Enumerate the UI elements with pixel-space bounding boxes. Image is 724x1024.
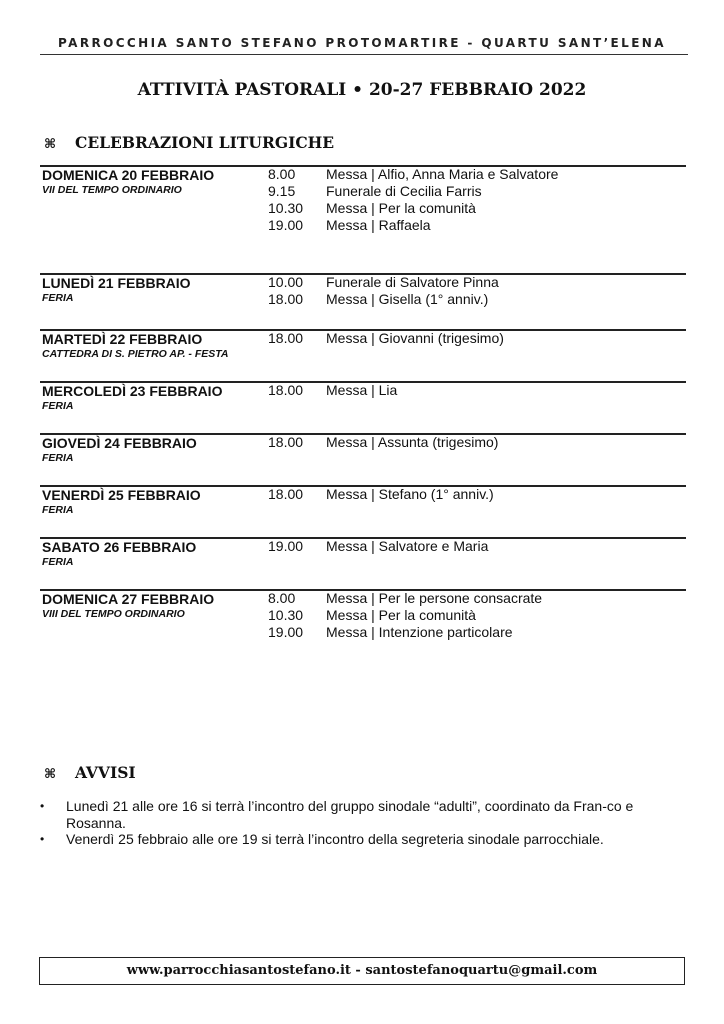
liturgical-subtitle: FERIA [42,504,74,516]
day-label: MARTEDÌ 22 FEBBRAIO [42,331,203,347]
liturgical-subtitle: VIII DEL TEMPO ORDINARIO [42,608,185,620]
event-description: Messa | Per la comunità [326,200,476,216]
liturgical-subtitle: VII DEL TEMPO ORDINARIO [42,184,182,196]
section-marker-icon: ⌘ [44,137,57,152]
event-time: 10.30 [268,607,304,623]
celebrations-heading [44,133,334,152]
header-divider [40,54,688,55]
bullet-icon: • [40,799,45,813]
event-description: Messa | Stefano (1° anniv.) [326,486,494,502]
event-description: Messa | Assunta (trigesimo) [326,434,499,450]
event-time: 19.00 [268,624,304,640]
day-label: DOMENICA 20 FEBBRAIO [42,167,215,183]
event-time: 19.00 [268,217,304,233]
parish-name: PARROCCHIA SANTO STEFANO PROTOMARTIRE - QUARTU SANT’ELENA [58,36,666,50]
event-time: 10.00 [268,274,304,290]
day-label: DOMENICA 27 FEBBRAIO [42,591,215,607]
event-time: 18.00 [268,486,304,502]
event-time: 8.00 [268,590,296,606]
notice-text: Lunedì 21 alle ore 16 si terrà l’incontro del gruppo sinodale “adulti”, coordinato da Fran-co e Rosanna. [66,798,634,831]
event-time: 18.00 [268,330,304,346]
event-description: Messa | Salvatore e Maria [326,538,489,554]
notices-heading [44,763,136,782]
event-description: Messa | Per la comunità [326,607,476,623]
section-marker-icon: ⌘ [44,767,57,782]
notices-heading-text: AVVISI [75,763,136,782]
day-label: MERCOLEDÌ 23 FEBBRAIO [42,383,223,399]
event-time: 8.00 [268,166,296,182]
event-description: Messa | Giovanni (trigesimo) [326,330,504,346]
liturgical-subtitle: FERIA [42,400,74,412]
bullet-icon: • [40,832,45,846]
event-time: 10.30 [268,200,304,216]
notice-item [40,831,688,848]
event-description: Funerale di Salvatore Pinna [326,274,499,290]
event-time: 18.00 [268,434,304,450]
footer-contacts: www.parrocchiasantostefano.it - santostefanoquartu@gmail.com [39,957,685,985]
notices-list [40,798,688,848]
event-description: Messa | Lia [326,382,398,398]
event-description: Funerale di Cecilia Farris [326,183,482,199]
event-time: 18.00 [268,382,304,398]
notice-item [40,798,688,831]
event-time: 18.00 [268,291,304,307]
liturgical-subtitle: FERIA [42,452,74,464]
event-description: Messa | Gisella (1° anniv.) [326,291,489,307]
day-label: SABATO 26 FEBBRAIO [42,539,197,555]
page-title: ATTIVITÀ PASTORALI • 20-27 FEBBRAIO 2022 [137,80,587,100]
event-time: 9.15 [268,183,296,199]
event-description: Messa | Intenzione particolare [326,624,513,640]
liturgical-subtitle: FERIA [42,292,74,304]
event-time: 19.00 [268,538,304,554]
event-description: Messa | Raffaela [326,217,431,233]
notice-text: Venerdì 25 febbraio alle ore 19 si terrà l’incontro della segreteria sinodale parrocchiale. [66,831,604,847]
event-description: Messa | Per le persone consacrate [326,590,543,606]
day-label: GIOVEDÌ 24 FEBBRAIO [42,435,197,451]
liturgical-subtitle: FERIA [42,556,74,568]
day-label: LUNEDÌ 21 FEBBRAIO [42,275,191,291]
event-description: Messa | Alfio, Anna Maria e Salvatore [326,166,559,182]
day-label: VENERDÌ 25 FEBBRAIO [42,487,201,503]
liturgical-subtitle: CATTEDRA DI S. PIETRO AP. - FESTA [42,348,229,360]
celebrations-heading-text: CELEBRAZIONI LITURGICHE [75,133,335,152]
